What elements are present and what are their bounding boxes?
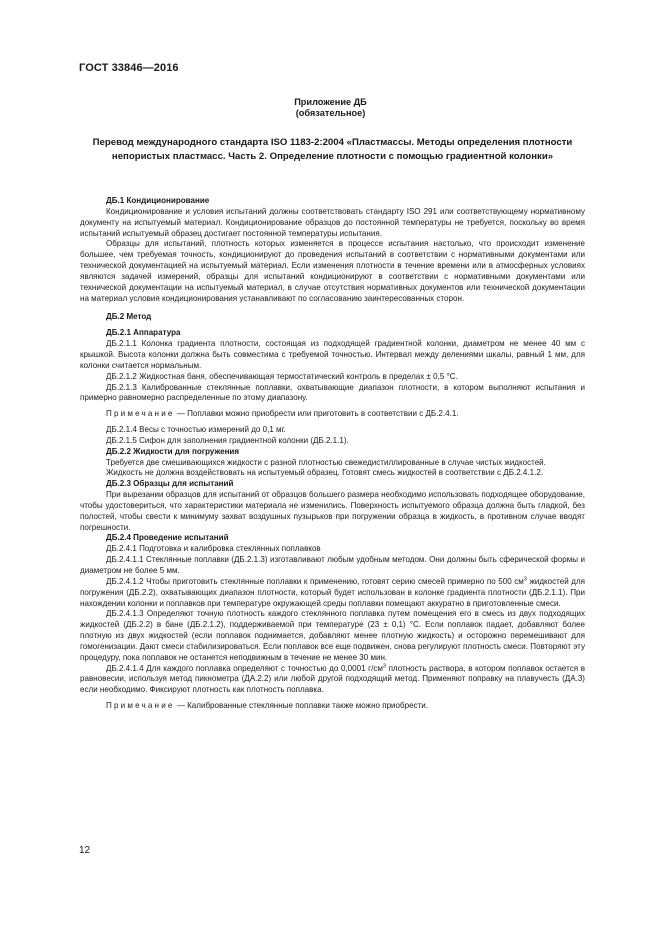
paragraph: Жидкость не должна воздействовать на испытуемый образец. Готовят смесь жидкостей в соответствии с ДБ.2.4.1.2. <box>106 468 544 478</box>
paragraph: ДБ.2.4.1 Подготовка и калибровка стеклянных поплавков <box>106 544 321 554</box>
paragraph: Кондиционирование и условия испытаний должны соответствовать стандарту ISO 291 или соответствующему нормативному документу на испытуемый материал. Кондиционирование образцов до постоянной температуры не требуется, поскольку во время испытаний испытуемый образец достигает постоянной температуры испытания. <box>80 206 585 238</box>
paragraph: ДБ.2.1.1 Колонка градиента плотности, состоящая из подходящей градиентной колонки, диаметром не менее 40 мм с крышкой. Высота колонки должна быть совместима с требуемой точностью. Интервал между делениями шкалы, равный 1 мм, для колонки считается нормальным. <box>80 339 585 370</box>
note <box>80 701 585 712</box>
paragraph: Образцы для испытаний, плотность которых изменяется в процессе испытания настолько, что происходит изменение большее, чем требуемая точность, кондиционируют до проведения испытаний в соответствии с нормативными документами или технической документацией на испытуемый материал. Если изменения плотности в течение времени или в атмосферных условиях являются задачей измерений, образцы для испытаний кондиционируют в соответствии с нормативными документами или технической документации на испытуемый материал, в случае отсутствия нормативных документов или технической документации на материал условия кондиционирования устанавливают по согласованию заинтересованных сторон. <box>80 239 585 303</box>
paragraph: ДБ.2.1.3 Калиброванные стеклянные поплавки, охватывающие диапазон плотности, в котором выполняют испытания и примерно равномерно распределенные по этому диапазону. <box>80 382 585 403</box>
document-body <box>80 196 585 712</box>
subsection-heading: ДБ.2.2 Жидкости для погружения <box>106 446 240 456</box>
text-run: ДБ.2.4.1.2 Чтобы приготовить стеклянные поплавки к применению, готовят серию смесей примерно по 500 см <box>106 576 524 586</box>
paragraph: ДБ.2.1.2 Жидкостная баня, обеспечивающая термостатический контроль в пределах ± 0,5 °С. <box>106 371 458 381</box>
text-run: ДБ.2.4.1.4 Для каждого поплавка определяют с точностью до 0,0001 г/см <box>106 663 383 673</box>
text-run: плотность раствора, в котором поплавок остается в равновесии, используя метод пикнометра (ДА.2.2) или любой другой подходящий метод. Применяют поправку на плавучесть (ДА.3) если необходимо. Фиксируют плотность как плотность поплавка. <box>80 663 585 695</box>
appendix-title: Приложение ДБ <box>294 97 367 107</box>
superscript: 3 <box>382 662 386 669</box>
subsection-heading: ДБ.2.3 Образцы для испытаний <box>106 479 234 489</box>
superscript: 3 <box>523 576 527 583</box>
subsection-heading: ДБ.2.4 Проведение испытаний <box>106 533 229 543</box>
note-label: Примечание <box>106 701 175 711</box>
paragraph: Требуется две смешивающихся жидкости с разной плотностью свежедистиллированные в случае чистых жидкостей. <box>106 457 546 467</box>
paragraph: ДБ.2.1.5 Сифон для заполнения градиентной колонки (ДБ.2.1.1). <box>106 435 349 445</box>
paragraph: При вырезании образцов для испытаний от образцов большего размера необходимо использовать подходящее оборудование, чтобы удостовериться, что характеристики материала не изменились. Поверхность испытуемого образца должна быть гладкой, без полостей, чтобы свести к минимуму захват воздушных пузырьков при погружении образца в жидкость, в противном случае вводят погрешности. <box>80 490 585 532</box>
main-title: Перевод международного стандарта ISO 1183-2:2004 «Пластмассы. Методы определения плотности непористых пластмасс. Часть 2. Определение плотности с помощью градиентной колонки» <box>92 137 573 162</box>
text-run: жидкостей для погружения (ДБ.2.2), охватывающих диапазон плотности, который будет использован в колонке градиента плотности (ДБ.2.1.1). При нахождении колонки и поплавков при температуре окружающей среды поплавки помещают аккуратно в приготовленные смеси. <box>80 576 585 608</box>
paragraph: ДБ.2.4.1.1 Стеклянные поплавки (ДБ.2.1.3) изготавливают любым удобным методом. Они должны быть сферической формы и диаметром не более 5 мм. <box>80 555 585 575</box>
paragraph: ДБ.2.4.1.3 Определяют точную плотность каждого стеклянного поплавка путем помещения его в смесь из двух подходящих жидкостей (ДБ.2.2) в бане (ДБ.2.1.2), поддерживаемой при температуре (23 ± 0,1) °С. Если поплавок падает, добавляют более плотную из двух жидкостей (если поплавок поднимается, добавляют менее плотную жидкость) и осторожно перемешивают для гомогенизации. Дают смеси стабилизироваться. Если поплавок все еще подвижен, снова регулируют плотность смеси. Повторяют эту процедуру, пока поплавок не останется неподвижным в течение не менее 30 мин. <box>80 609 585 662</box>
note-text: — Калиброванные стеклянные поплавки также можно приобрести. <box>174 701 429 711</box>
standard-header: ГОСТ 33846—2016 <box>79 62 179 74</box>
page-number: 12 <box>79 845 91 856</box>
note-label: Примечание <box>106 409 175 419</box>
section-heading: ДБ.1 Кондиционирование <box>106 196 210 205</box>
paragraph <box>80 664 585 697</box>
note <box>80 409 585 420</box>
appendix-subtitle: (обязательное) <box>295 108 366 118</box>
paragraph <box>80 577 585 610</box>
subsection-heading: ДБ.2.1 Аппаратура <box>106 328 181 338</box>
section-heading: ДБ.2 Метод <box>106 312 152 322</box>
note-text: — Поплавки можно приобрести или приготовить в соответствии с ДБ.2.4.1. <box>174 409 459 419</box>
paragraph: ДБ.2.1.4 Весы с точностью измерений до 0,1 мг. <box>106 425 286 435</box>
